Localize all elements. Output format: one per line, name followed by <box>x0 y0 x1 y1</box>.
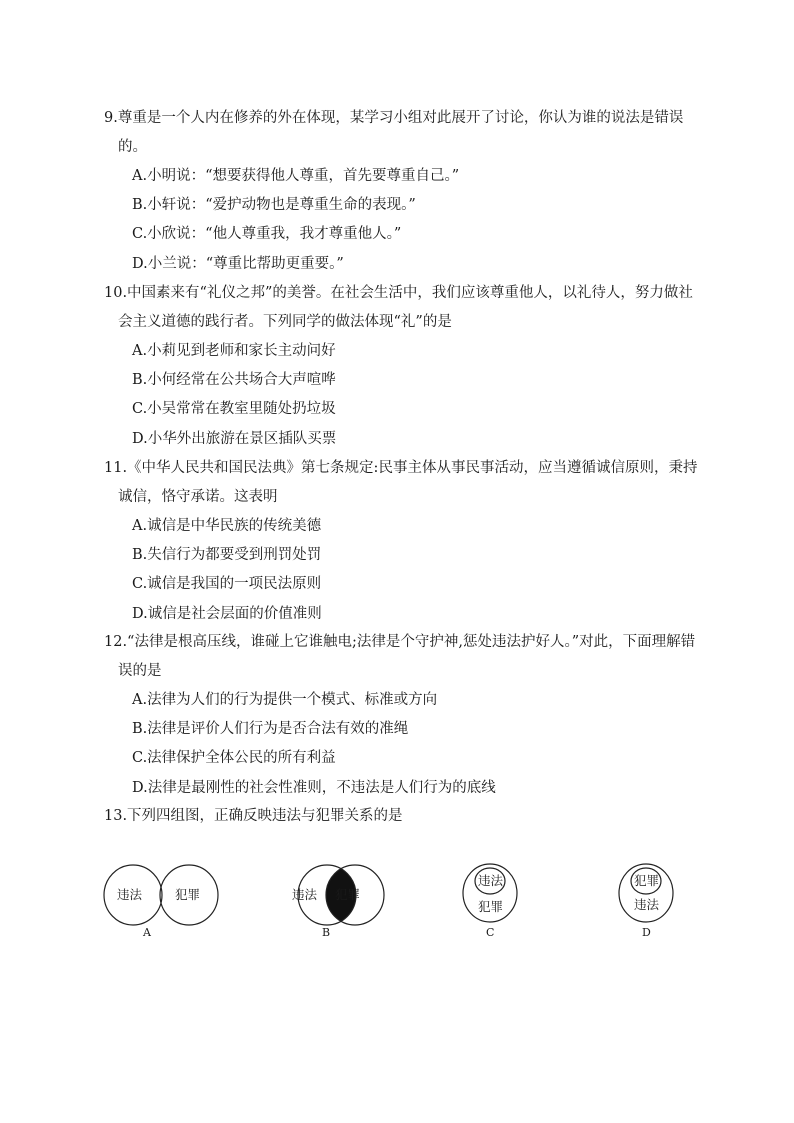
question-stem: 10.中国素来有“礼仪之邦”的美誉。在社会生活中，我们应该尊重他人，以礼待人，努力做社会主义道德的践行者。下列同学的做法体现“礼”的是 <box>104 285 693 330</box>
question-9 <box>104 104 704 279</box>
option-b: B.法律是评价人们行为是否合法有效的准绳 <box>132 721 409 738</box>
question-13 <box>104 802 704 831</box>
label-crime: 犯罪 <box>335 887 361 902</box>
option-d: D.法律是最刚性的社会性准则，不违法是人们行为的底线 <box>132 779 496 796</box>
figure-c <box>463 864 517 939</box>
option-c: C.法律保护全体公民的所有利益 <box>132 750 336 767</box>
figure-label: B <box>322 926 331 939</box>
label-crime: 犯罪 <box>175 887 201 902</box>
figure-a <box>104 865 218 939</box>
option-c: C.小欣说：“他人尊重我，我才尊重他人。” <box>132 226 402 243</box>
option-c: C.诚信是我国的一项民法原则 <box>132 576 322 593</box>
label-illegal: 违法 <box>292 887 318 902</box>
option-a: A.诚信是中华民族的传统美德 <box>132 518 322 534</box>
option-a: A.法律为人们的行为提供一个模式、标准或方向 <box>132 692 438 708</box>
option-b: B.失信行为都要受到刑罚处罚 <box>132 547 322 564</box>
question-stem: 11.《中华人民共和国民法典》第七条规定:民事主体从事民事活动，应当遵循诚信原则，秉持诚信，恪守承诺。这表明 <box>104 460 698 505</box>
option-d: D.小华外出旅游在景区插队买票 <box>132 430 337 447</box>
figure-label: C <box>486 926 495 939</box>
option-b: B.小何经常在公共场合大声喧哗 <box>132 372 336 389</box>
option-a: A.小莉见到老师和家长主动问好 <box>132 343 336 359</box>
option-list <box>104 512 704 629</box>
label-illegal: 违法 <box>117 887 143 902</box>
question-10 <box>104 279 704 454</box>
figure-label: A <box>143 926 151 939</box>
option-b: B.小轩说：“爱护动物也是尊重生命的表现。” <box>132 197 416 214</box>
option-c: C.小吴常常在教室里随处扔垃圾 <box>132 401 336 418</box>
question-stem: 12.“法律是根高压线，谁碰上它谁触电;法律是个守护神,惩处违法护好人。”对此，下面理解错误的是 <box>104 634 696 679</box>
question-12 <box>104 628 704 803</box>
question-stem: 13.下列四组图，正确反映违法与犯罪关系的是 <box>104 808 403 824</box>
figure-d <box>619 864 673 939</box>
question-11 <box>104 454 704 629</box>
option-d: D.小兰说：“尊重比帮助更重要。” <box>132 255 344 272</box>
option-list <box>104 337 704 454</box>
label-crime: 犯罪 <box>634 873 660 888</box>
option-list <box>104 686 704 803</box>
question-stem: 9.尊重是一个人内在修养的外在体现，某学习小组对此展开了讨论，你认为谁的说法是错误的。 <box>104 110 684 155</box>
figure-b <box>292 865 384 939</box>
label-illegal: 违法 <box>634 897 660 912</box>
option-list <box>104 162 704 279</box>
option-d: D.诚信是社会层面的价值准则 <box>132 605 322 622</box>
venn-figures-svg <box>100 858 700 948</box>
option-a: A.小明说：“想要获得他人尊重，首先要尊重自己。” <box>132 168 460 184</box>
venn-figures <box>100 858 700 948</box>
label-illegal: 违法 <box>478 873 504 888</box>
figure-label: D <box>642 926 651 939</box>
label-crime: 犯罪 <box>478 899 504 914</box>
